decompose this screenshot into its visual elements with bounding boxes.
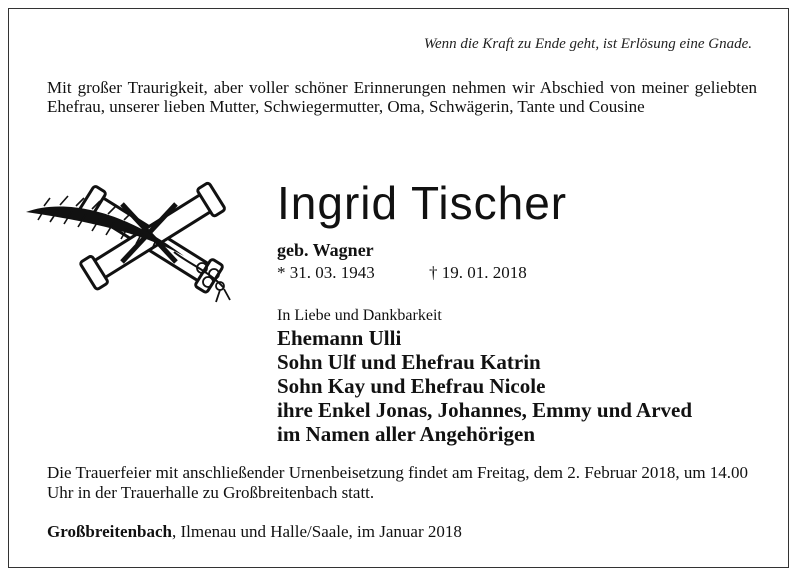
funeral-info: Die Trauerfeier mit anschließender Urnenbeisetzung findet am Freitag, dem 2. Februar 2018, um 14.00 Uhr in der Trauerhalle zu Großbreitenbach statt. (47, 463, 749, 502)
place-town: Großbreitenbach (47, 522, 172, 541)
mourner-line: Ehemann Ulli (277, 326, 402, 350)
place-rest: , Ilmenau und Halle/Saale, im Januar 2018 (172, 522, 462, 541)
mourner-line: ihre Enkel Jonas, Johannes, Emmy und Arved (277, 398, 693, 422)
mourner-line: Sohn Kay und Ehefrau Nicole (277, 374, 546, 398)
death-date: † 19. 01. 2018 (429, 263, 527, 282)
birth-date: * 31. 03. 1943 (277, 263, 375, 282)
mourner-line: im Namen aller Angehörigen (277, 422, 536, 446)
birth-name: geb. Wagner (277, 240, 374, 260)
mourners-intro: In Liebe und Dankbarkeit (277, 307, 442, 324)
mourner-line: Sohn Ulf und Ehefrau Katrin (277, 350, 541, 374)
life-dates (277, 263, 527, 283)
cross-with-palm-frond-icon (24, 176, 254, 304)
place-and-date (47, 522, 462, 542)
intro-text: Mit großer Traurigkeit, aber voller schöner Erinnerungen nehmen wir Abschied von meiner geliebten Ehefrau, unserer lieben Mutter, Schwiegermutter, Oma, Schwägerin, Tante und Cousine (47, 78, 757, 116)
motto: Wenn die Kraft zu Ende geht, ist Erlösung eine Gnade. (423, 36, 752, 52)
mourners-list (277, 326, 692, 446)
deceased-name: Ingrid Tischer (277, 177, 568, 229)
